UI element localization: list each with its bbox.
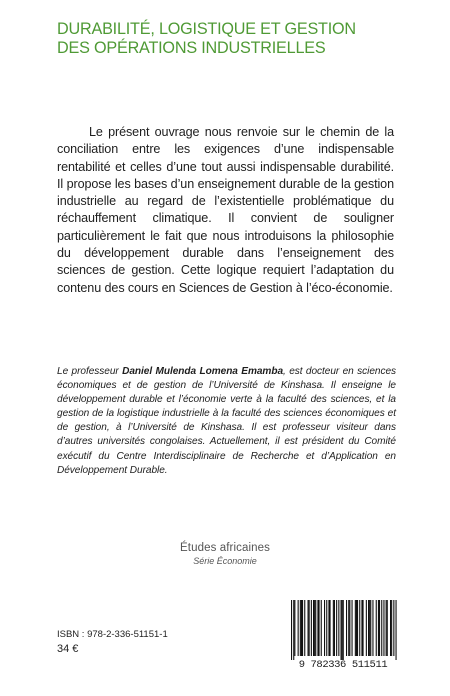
barcode-bar: [315, 600, 316, 656]
barcode-bar: [301, 600, 302, 656]
barcode-bar: [311, 600, 312, 656]
barcode: [287, 600, 399, 673]
barcode-bar: [300, 600, 301, 656]
barcode-bar: [328, 600, 329, 656]
barcode-bar: [372, 600, 373, 656]
barcode-bar: [326, 600, 327, 656]
author-name: Daniel Mulenda Lomena Emamba: [122, 366, 284, 377]
barcode-bar: [342, 600, 343, 660]
barcode-bar: [369, 600, 370, 656]
barcode-bar: [346, 600, 347, 656]
barcode-bar: [321, 600, 322, 656]
barcode-bar: [348, 600, 349, 656]
book-title-line-2: DES OPÉRATIONS INDUSTRIELLES: [57, 39, 326, 57]
series-name: Études africaines: [180, 542, 270, 554]
barcode-bar: [291, 600, 292, 660]
barcode-bar: [393, 600, 394, 656]
barcode-bar: [366, 600, 367, 656]
author-bio-text: , est docteur en sciences économiques et de gestion de l’Université de Kinshasa. Il enseigne le développement durable et l’économie verte à la faculté des sciences, et la gestion de la logistique industrielle à la faculté des sciences économiques et de gestion, à l’Université de Kinshasa. Il est professeur visiteur dans d’autres universités congolaises. Actuellement, il est président du Comité exécutif du Centre Interdisciplinaire de Recherche et d’Application en Développement Durable.: [57, 366, 396, 476]
barcode-bar: [386, 600, 387, 656]
barcode-bar: [370, 600, 371, 656]
barcode-bar: [396, 600, 397, 660]
barcode-bar: [368, 600, 369, 656]
barcode-bar: [352, 600, 353, 656]
barcode-bar: [317, 600, 318, 656]
barcode-bar: [381, 600, 382, 656]
price: 34 €: [57, 643, 79, 655]
series-subtitle: Série Économie: [193, 556, 257, 566]
barcode-bar: [357, 600, 358, 656]
book-summary: [57, 124, 394, 297]
barcode-bar: [338, 600, 339, 656]
barcode-bar: [349, 600, 350, 656]
barcode-bar: [330, 600, 331, 656]
barcode-bar: [378, 600, 379, 656]
barcode-bar: [359, 600, 360, 656]
barcode-bar: [361, 600, 362, 656]
book-title-line-1: DURABILITÉ, LOGISTIQUE ET GESTION: [57, 20, 356, 38]
barcode-bar: [390, 600, 391, 656]
book-title: [57, 20, 397, 58]
series-imprint: [0, 541, 450, 567]
barcode-bar: [356, 600, 357, 656]
barcode-bar: [308, 600, 309, 656]
barcode-digits: 9 782336 511511: [298, 659, 388, 671]
barcode-bar: [313, 600, 314, 656]
barcode-bar: [334, 600, 335, 656]
author-bio: [57, 365, 396, 478]
barcode-bar: [294, 600, 295, 656]
barcode-bar: [314, 600, 315, 656]
barcode-bar: [319, 600, 320, 656]
barcode-bar: [298, 600, 299, 656]
barcode-bar: [336, 600, 337, 656]
barcode-bar: [341, 600, 342, 660]
barcode-bar: [324, 600, 325, 656]
barcode-bar: [387, 600, 388, 656]
barcode-bar: [343, 600, 344, 660]
barcode-bar: [363, 600, 364, 656]
barcode-bar: [293, 600, 294, 660]
author-bio-prefix: Le professeur: [57, 366, 123, 377]
barcode-bar: [383, 600, 384, 656]
barcode-bar: [376, 600, 377, 656]
barcode-bar: [391, 600, 392, 656]
barcode-bar: [302, 600, 303, 656]
barcode-bar: [304, 600, 305, 656]
book-summary-text: Le présent ouvrage nous renvoie sur le chemin de la conciliation entre les exigences d’une indispensable rentabilité et celles d’une tout aussi indispensable durabilité. Il propose les bases d’un enseignement durable de la gestion industrielle au regard de l’existentielle problématique du réchauffement climatique. Il convient de souligner particulièrement le fait que nous introduisons la philosophie du développement durable dans l’enseignement des sciences de gestion. Cette logique requiert l’adaptation du contenu des cours en Sciences de Gestion à l’éco-économie.: [57, 125, 394, 295]
barcode-bar: [309, 600, 310, 656]
barcode-bars: [287, 600, 399, 660]
isbn: ISBN : 978-2-336-51151-1: [57, 629, 168, 640]
barcode-bar: [333, 600, 334, 656]
barcode-bar: [379, 600, 380, 656]
barcode-bar: [355, 600, 356, 656]
